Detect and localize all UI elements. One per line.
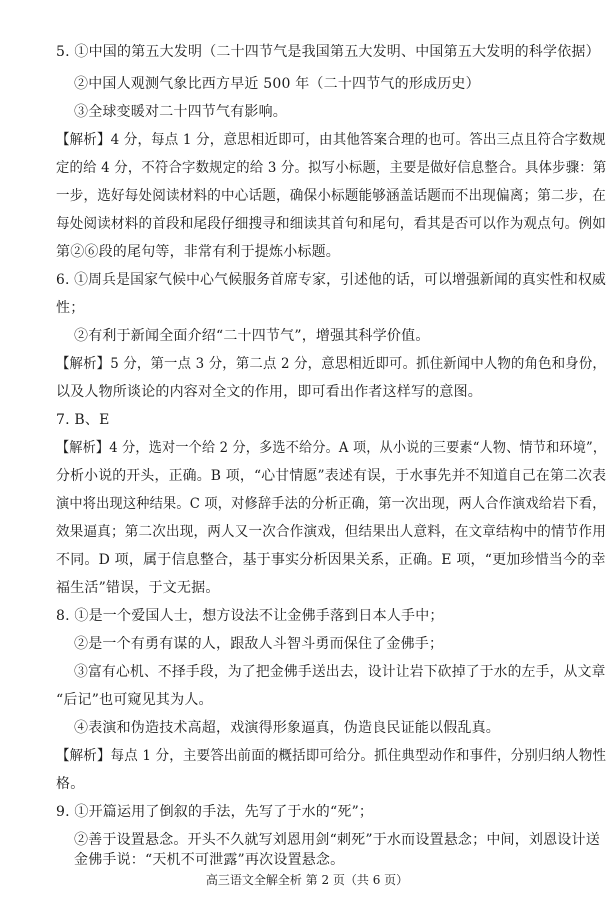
q5-analysis-line-3: 一步，选好每处阅读材料的中心话题，确保小标题能够涵盖话题而不出现偏离；第二步，在 [56, 188, 606, 204]
q8-analysis-line-2: 格。 [56, 776, 85, 792]
q7-analysis-line-2: 分析小说的开头，正确。B 项，“心甘情愿”表述有误，于水事先并不知道自己在第二次表 [56, 468, 607, 484]
q9-answer-point-2-cont: 金佛手说：“天机不可泄露”再次设置悬念。 [74, 852, 345, 868]
q5-answer-point-2: ②中国人观测气象比西方早近 500 年（二十四节气的形成历史） [74, 76, 480, 92]
q5-analysis-line-5: 第②⑥段的尾句等，非常有利于提炼小标题。 [56, 244, 340, 260]
q9-answer-point-1: 9. ①开篇运用了倒叙的手法，先写了于水的“死”； [56, 804, 374, 820]
q5-answer-point-3: ③全球变暖对二十四节气有影响。 [74, 104, 287, 120]
q6-answer-point-2: ②有利于新闻全面介绍“二十四节气”，增强其科学价值。 [74, 328, 430, 344]
q5-analysis-line-1: 【解析】4 分，每点 1 分，意思相近即可，由其他答案合理的也可。答出三点且符合字数规 [56, 132, 606, 148]
q8-answer-point-3: ③富有心机、不择手段，为了把金佛手送出去，设计让岩下砍掉了于水的左手，从文章 [74, 664, 606, 680]
q7-analysis-line-1: 【解析】4 分，选对一个给 2 分，多选不给分。A 项，从小说的三要素“人物、情节和环境”， [56, 440, 607, 456]
q5-analysis-line-2: 定的给 4 分，不符合字数规定的给 3 分。拟写小标题，主要是做好信息整合。具体步骤：第 [56, 160, 607, 176]
q5-answer-point-1: 5. ①中国的第五大发明（二十四节气是我国第五大发明、中国第五大发明的科学依据） [56, 44, 600, 60]
q8-analysis-line-1: 【解析】每点 1 分，主要答出前面的概括即可给分。抓住典型动作和事件，分别归纳人物性 [56, 748, 607, 764]
q7-analysis-line-3: 演中将出现这种结果。C 项，对修辞手法的分析正确，第一次出现，两人合作演戏给岩下看， [56, 496, 606, 512]
q6-answer-point-1-cont: 性； [56, 300, 85, 316]
q7-answer: 7. B、E [56, 412, 110, 428]
q8-answer-point-1: 8. ①是一个爱国人士，想方设法不让金佛手落到日本人手中； [56, 608, 444, 624]
q7-analysis-line-4: 效果逼真；第二次出现，两人又一次合作演戏，但结果出人意料，在文章结构中的情节作用 [56, 524, 606, 540]
q7-analysis-line-5: 不同。D 项，属于信息整合，基于事实分析因果关系，正确。E 项，“更加珍惜当今的幸 [56, 552, 606, 568]
q7-analysis-line-6: 福生活”错误，于文无据。 [56, 580, 220, 596]
page-footer: 高三语文全解全析 第 2 页（共 6 页） [205, 873, 409, 887]
q6-answer-point-1: 6. ①周兵是国家气候中心气候服务首席专家，引述他的话，可以增强新闻的真实性和权威 [56, 272, 607, 288]
q8-answer-point-3-cont: “后记”也可窥见其为人。 [56, 692, 213, 708]
q6-analysis-line-1: 【解析】5 分，第一点 3 分，第二点 2 分，意思相近即可。抓住新闻中人物的角色和身份， [56, 356, 606, 372]
q8-answer-point-4: ④表演和伪造技术高超，戏演得形象逼真，伪造良民证能以假乱真。 [74, 720, 500, 736]
q8-answer-point-2: ②是一个有勇有谋的人，跟敌人斗智斗勇而保住了金佛手； [74, 636, 444, 652]
q9-answer-point-2: ②善于设置悬念。开头不久就写刘恩用剑“刺死”于水而设置悬念；中间，刘恩设计送 [74, 832, 600, 848]
q5-analysis-line-4: 每处阅读材料的首段和尾段仔细搜寻和细读其首句和尾句，看其是否可以作为观点句。例如 [56, 216, 606, 232]
q6-analysis-line-2: 以及人物所谈论的内容对全文的作用，即可看出作者这样写的意图。 [56, 384, 482, 400]
